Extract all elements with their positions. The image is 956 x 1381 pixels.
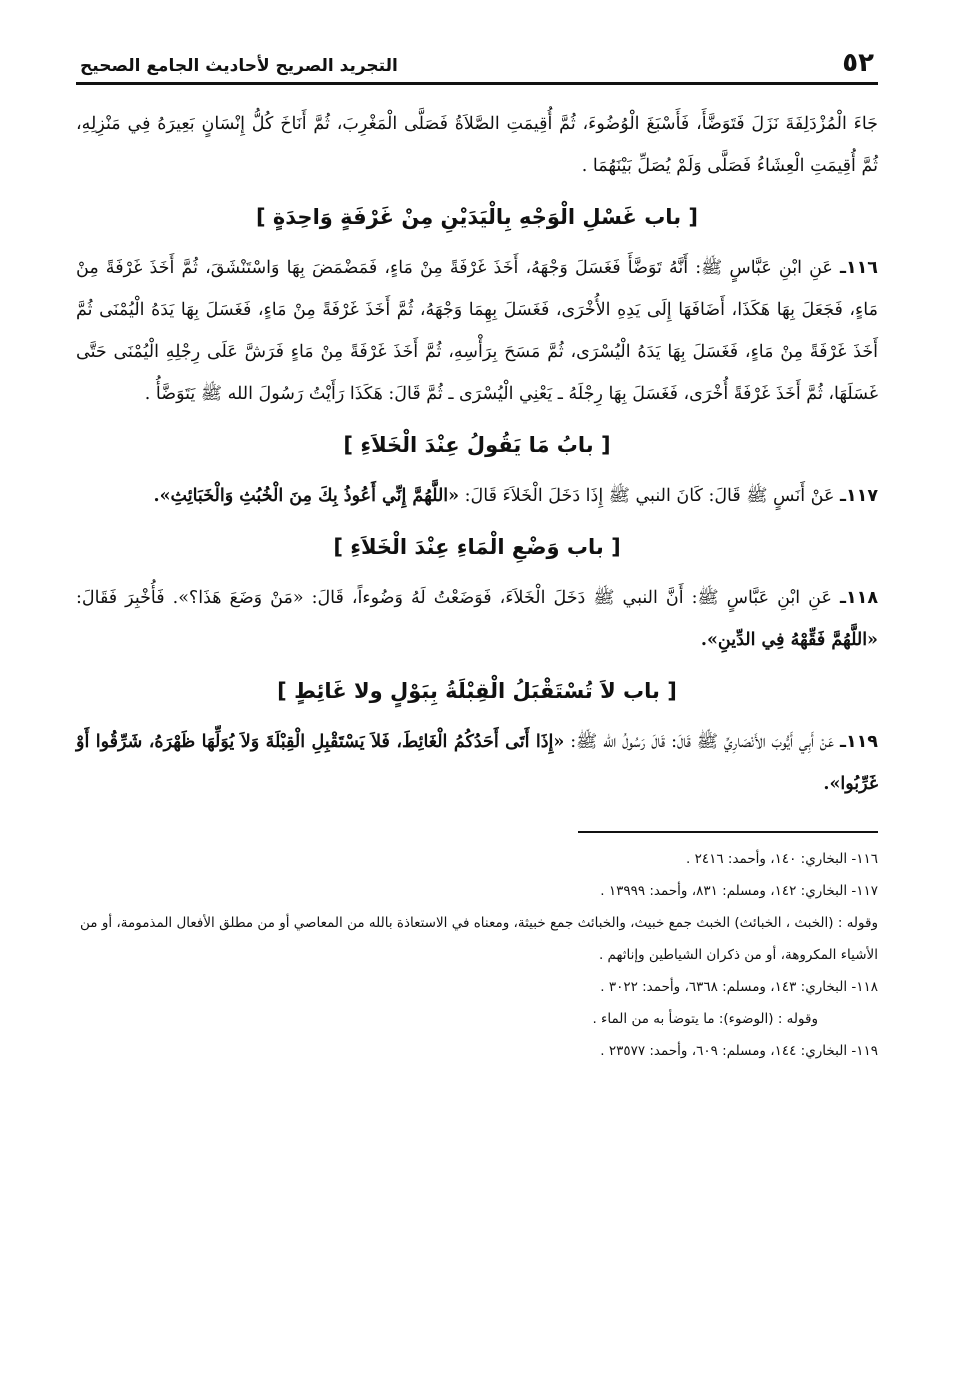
hadith-quote: «اللَّهُمَّ فَقِّهْهُ فِي الدِّينِ». <box>700 630 878 650</box>
hadith-number: ١١٩ـ <box>839 732 878 752</box>
running-title: التجريد الصريح لأحاديث الجامع الصحيح <box>80 56 398 76</box>
hadith-number: ١١٨ـ <box>839 588 878 608</box>
hadith-number: ١١٦ـ <box>839 258 878 278</box>
hadith-quote: «اللَّهُمَّ إِنِّي أَعُوذُ بِكَ مِنَ الْخُبُثِ وَالْخَبَائِثِ». <box>153 486 460 506</box>
chapter-heading: [ بابُ مَا يَقُولُ عِنْدَ الْخَلاَءِ ] <box>343 433 611 457</box>
chapter-heading: [ باب لاَ تُسْتَقْبَلُ الْقِبْلَةُ بِبَوْلٍ ولا غَائِطٍ ] <box>277 679 677 703</box>
hadith-text: عَنِ ابْنِ عَبَّاسٍ ﷺ: أَنَّهُ تَوَضَّأَ فَغَسَلَ وَجْهَهُ، أَخَذَ غَرْفَةً مِنْ مَاءٍ، فَمَضْمَضَ بِهَا وَاسْتَنْشَقَ، ثُمَّ أَخَذَ غَرْفَةً مِنْ مَاءٍ، فَجَعَلَ بِهَا هَكَذَا، أَضَافَهَا إِلَى يَدِهِ الأُخْرَى، فَغَسَلَ بِهِمَا وَجْهَهُ، ثُمَّ أَخَذَ غَرْفَةً مِنْ مَاءٍ، فَغَسَلَ بِهَا يَدَهُ الْيُمْنَى ثُمَّ أَخَذَ غَرْفَةً مِنْ مَاءٍ، فَغَسَلَ بِهَا يَدَهُ الْيُسْرَى، ثُمَّ مَسَحَ بِرَأْسِهِ، ثُمَّ أَخَذَ غَرْفَةً مِنْ مَاءٍ فَرَشَّ عَلَى رِجْلِهِ الْيُمْنَى حَتَّى غَسَلَهَا، ثُمَّ أَخَذَ غَرْفَةً أُخْرَى، فَغَسَلَ بِهَا رِجْلَهُ ـ يَعْنِي الْيُسْرَى ـ ثُمَّ قَالَ: هَكَذَا رَأَيْتُ رَسُولَ الله ﷺ يَتَوَضَّأُ . <box>76 258 878 404</box>
hadith-quote: «إِذَا أَتَى أَحَدُكُمُ الْغَائِطَ، فَلاَ يَسْتَقْبِلِ الْقِبْلَةَ وَلاَ يُوَلِّهَا ظَهْرَهُ، شَرِّقُوا أَوْ غَرِّبُوا». <box>76 732 878 794</box>
chapter-heading: [ باب غَسْلِ الْوَجْهِ بِالْيَدَيْنِ مِنْ غَرْفَةٍ وَاحِدَةٍ ] <box>256 205 698 229</box>
footnotes <box>76 843 878 1067</box>
hadith-text: عَنِ ابْنِ عَبَّاسٍ ﷺ: أَنَّ النبي ﷺ دَخَلَ الْخَلاَءَ، فَوَضَعْتُ لَهُ وَضُوءاً، قَالَ: «مَنْ وَضَعَ هَذَا؟». فَأُخْبِرَ فَقَالَ: <box>76 588 832 608</box>
hadith-number: ١١٧ـ <box>839 486 878 506</box>
footnote: وقوله : (الخبث ، الخبائث) الخبث جمع خبيث، والخبائث جمع خبيثة، ومعناه في الاستعاذة بالله من المعاصي أو من مطلق الأفعال المذمومة، أو من الأشياء المكروهة، أو من ذكران الشياطين وإناثهم . <box>80 915 878 963</box>
main-text <box>76 103 878 805</box>
footnote: ١١٩- البخاري: ١٤٤، ومسلم: ٦٠٩، وأحمد: ٢٣٥٧٧ . <box>600 1043 878 1059</box>
footnote: وقوله : (الوضوء): ما يتوضأ به من الماء . <box>592 1011 818 1027</box>
hadith-text: عَنْ أَبِي أَيُّوبَ الأَنْصَارِيِّ ﷺ قَالَ: قَالَ رَسُولُ الله ﷺ: <box>570 732 835 752</box>
hadith-paragraph <box>76 247 878 415</box>
footnote-divider <box>578 831 878 833</box>
intro-paragraph: جَاءَ الْمُزْدَلِفَةَ نَزَلَ فَتَوَضَّأَ، فَأَسْبَغَ الْوُضُوءَ، ثُمَّ أُقِيمَتِ الصَّلاَةُ فَصَلَّى الْمَغْرِبَ، ثُمَّ أَنَاخَ كُلُّ إِنْسَانٍ بَعِيرَهُ فِي مَنْزِلِهِ، ثُمَّ أُقِيمَتِ الْعِشَاءُ فَصَلَّى وَلَمْ يُصَلِّ بَيْنَهُمَا . <box>76 114 878 176</box>
page-header <box>76 38 878 85</box>
chapter-heading: [ باب وَضْعِ الْمَاءِ عِنْدَ الْخَلاَءِ ] <box>333 535 621 559</box>
hadith-text: عَنْ أَنَسٍ ﷺ قَالَ: كَانَ النبي ﷺ إِذَا دَخَلَ الْخَلاَءَ قَالَ: <box>464 486 835 506</box>
book-page <box>76 38 878 1067</box>
page-number: ٥٢ <box>842 48 874 78</box>
footnote: ١١٦- البخاري: ١٤٠، وأحمد: ٢٤١٦ . <box>686 851 878 867</box>
footnote: ١١٧- البخاري: ١٤٢، ومسلم: ٨٣١، وأحمد: ١٣٩٩٩ . <box>600 883 878 899</box>
hadith-paragraph <box>76 475 878 517</box>
hadith-paragraph <box>76 577 878 661</box>
footnote: ١١٨- البخاري: ١٤٣، ومسلم: ٦٣٦٨، وأحمد: ٣٠٢٢ . <box>600 979 878 995</box>
hadith-paragraph <box>76 721 878 805</box>
